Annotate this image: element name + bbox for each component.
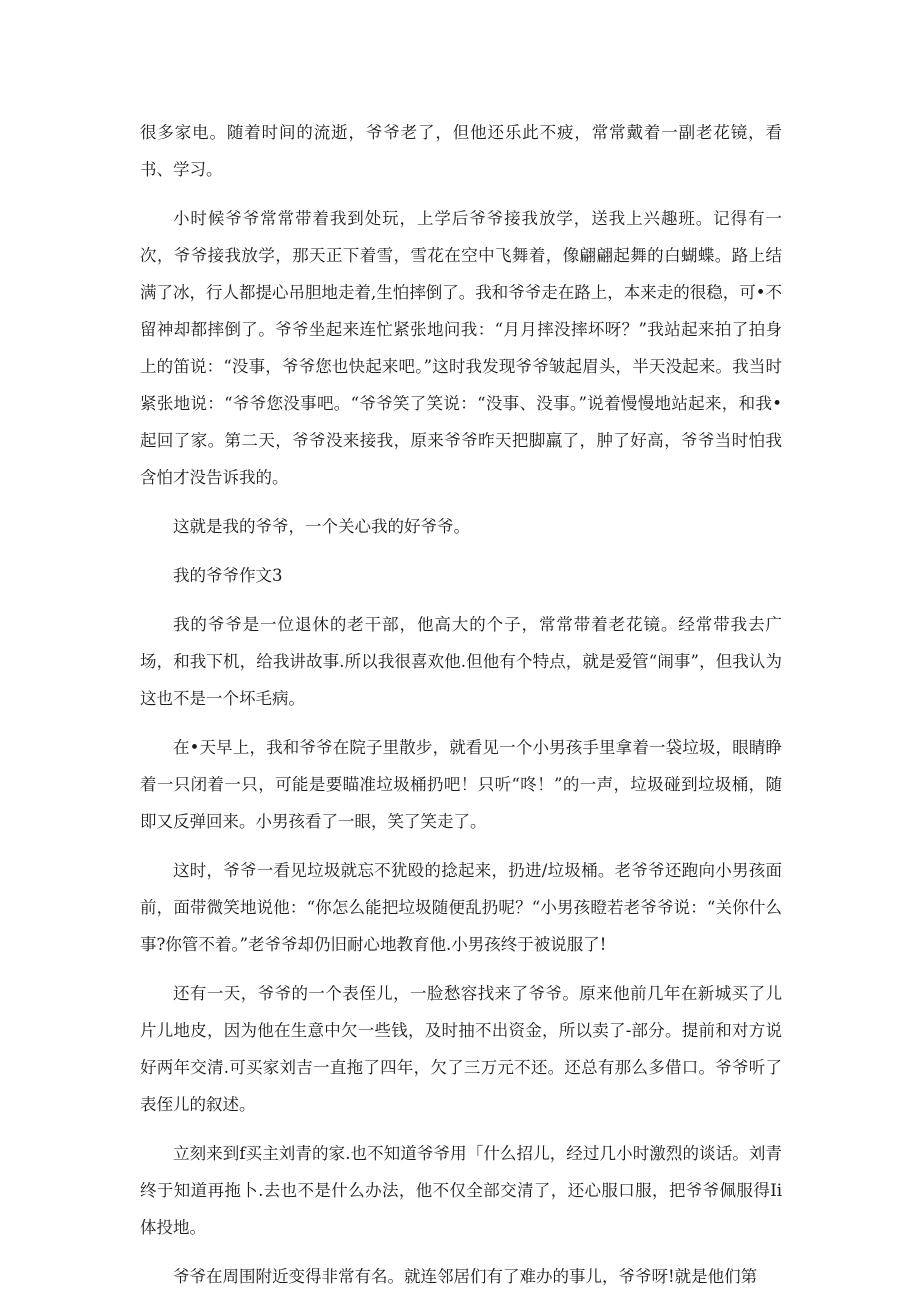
paragraph-intro: 我的爷爷是一位退休的老干部，他高大的个子，常常带着老花镜。经常带我去广场，和我下机，给我讲故事.所以我很喜欢他.但他有个特点，就是爱管“闹事”，但我认为这也不是一个坏毛病。 — [140, 615, 782, 708]
paragraph-garbage-boy: 在•天早上，我和爷爷在院子里散步，就看见一个小男孩手里拿着一袋垃圾，眼睛睁着一只闭着一只，可能是要瞄准垃圾桶扔吧！只听“咚！”的一声，垃圾碰到垃圾桶，随即又反弹回来。小男孩看了一眼，笑了笑走了。 — [140, 738, 782, 831]
paragraph-buyer: 立刻来到f买主刘青的家.也不知道爷爷用「什么招儿，经过几小时激烈的谈话。刘青终于知道再拖卜.去也不是什么办法，他不仅全部交清了，还心服口服，把爷爷佩服得Ii体投地。 — [140, 1144, 782, 1237]
paragraph-grandpa-teaches: 这时，爷爷一看见垃圾就忘不犹殴的捻起来，扔进/垃圾桶。老爷爷还跑向小男孩面前，面带微笑地说他：“你怎么能把垃圾随便乱扔呢？“小男孩瞪若老爷爷说：“关你什么事?你管不着。”老爷爷却仍旧耐心地教育他.小男孩终于被说服了! — [140, 861, 782, 954]
document-body — [140, 114, 782, 1307]
paragraph-nephew: 还有一天，爷爷的一个表侄儿，一脸愁容找来了爷爷。原来他前几年在新城买了儿片儿地皮，因为他在生意中欠一些钱，及时抽不出资金，所以卖了-部分。提前和对方说好两年交清.可买家刘吉一直拖了四年，欠了三万元不还。还总有那么多借口。爷爷听了表侄儿的叙述。 — [140, 984, 782, 1114]
paragraph-summary: 这就是我的爷爷，一个关心我的好爷爷。 — [173, 517, 470, 536]
paragraph-continuation: 很多家电。随着时间的流逝，爷爷老了，但他还乐此不疲，常常戴着一副老花镜，看书、学习。 — [140, 123, 782, 179]
paragraph-snow-story: 小时候爷爷常常带着我到处玩，上学后爷爷接我放学，送我上兴趣班。记得有一次，爷爷接我放学，那天正下着雪，雪花在空中飞舞着，像翩翩起舞的白蝴蝶。路上结满了冰，行人都提心吊胆地走着,生怕摔倒了。我和爷爷走在路上，本来走的很稳，可•不留神却都摔倒了。爷爷坐起来连忙紧张地问我：“月月摔没摔坏呀？”我站起来拍了拍身上的笛说：“没事，爷爷您也快起来吧。”这时我发现爷爷皱起眉头，半天没起来。我当时紧张地说：“爷爷您没事吧。“爷爷笑了笑说：“没事、没事。”说着慢慢地站起来，和我•起回了家。第二天，爷爷没来接我，原来爷爷昨天把脚羸了，肿了好高，爷爷当时怕我含怕才没告诉我的。 — [140, 209, 782, 487]
essay-title: 我的爷爷作文3 — [173, 566, 283, 585]
paragraph-famous: 爷爷在周围附近变得非常有名。就连邻居们有了难办的事儿，爷爷呀!就是他们第 — [173, 1267, 758, 1286]
